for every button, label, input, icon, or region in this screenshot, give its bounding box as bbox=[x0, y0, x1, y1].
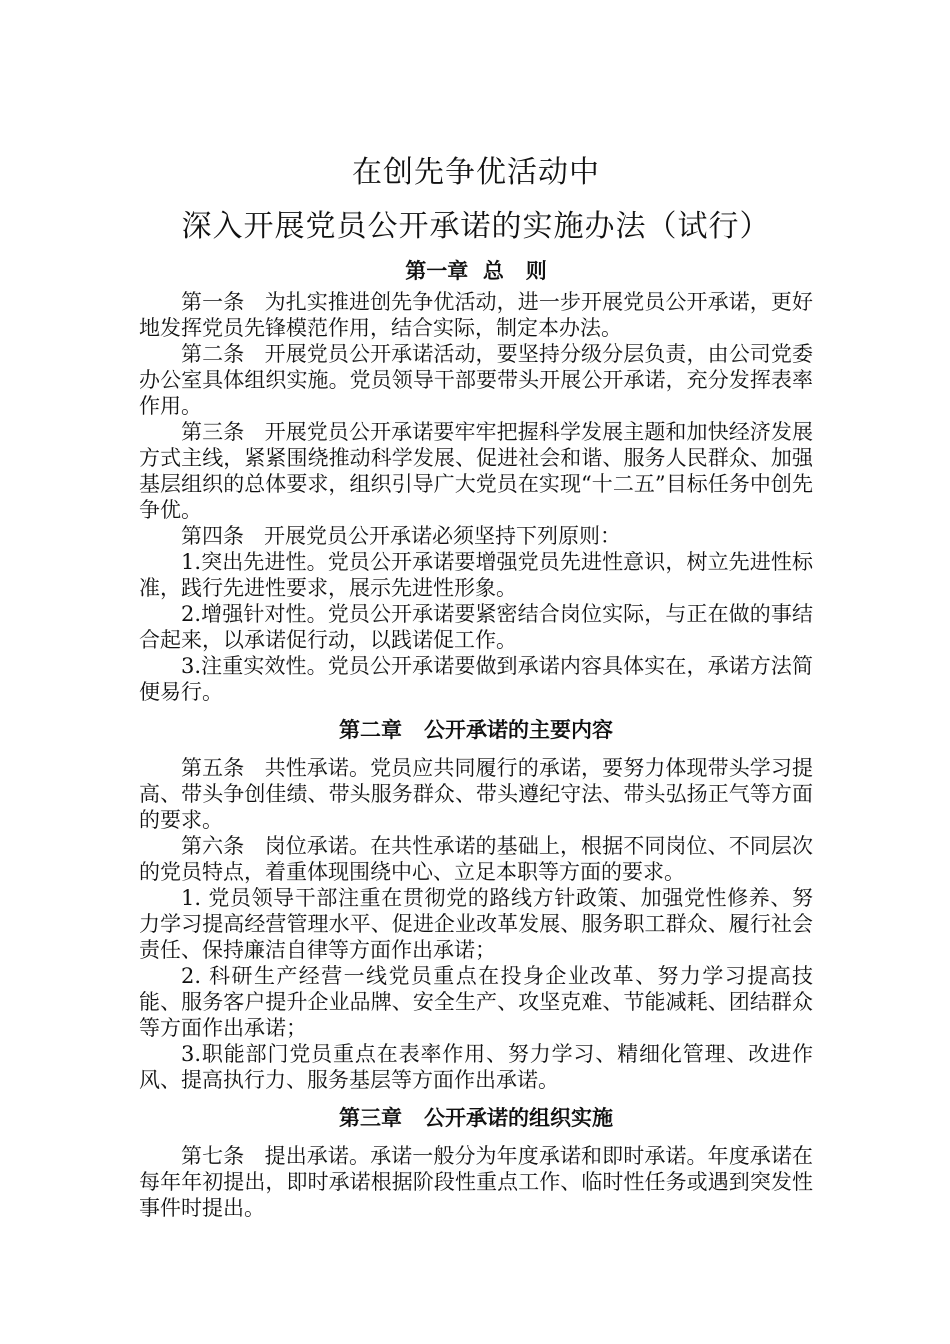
article-5: 第五条 共性承诺。党员应共同履行的承诺，要努力体现带头学习提高、带头争创佳绩、带头服务群众、带头遵纪守法、带头弘扬正气等方面的要求。 bbox=[139, 756, 813, 832]
article-6-item-3: 3.职能部门党员重点在表率作用、努力学习、精细化管理、改进作风、提高执行力、服务基层等方面作出承诺。 bbox=[139, 1042, 813, 1092]
article-7: 第七条 提出承诺。承诺一般分为年度承诺和即时承诺。年度承诺在每年年初提出，即时承诺根据阶段性重点工作、临时性任务或遇到突发性事件时提出。 bbox=[139, 1144, 813, 1220]
article-2: 第二条 开展党员公开承诺活动，要坚持分级分层负责，由公司党委办公室具体组织实施。党员领导干部要带头开展公开承诺，充分发挥表率作用。 bbox=[139, 342, 813, 418]
chapter-3-heading: 第三章 公开承诺的组织实施 bbox=[339, 1105, 613, 1130]
document-title-line-1: 在创先争优活动中 bbox=[352, 155, 600, 190]
article-4-item-3: 3.注重实效性。党员公开承诺要做到承诺内容具体实在，承诺方法简便易行。 bbox=[139, 654, 813, 704]
article-6: 第六条 岗位承诺。在共性承诺的基础上，根据不同岗位、不同层次的党员特点，着重体现围绕中心、立足本职等方面的要求。 bbox=[139, 834, 813, 884]
chapter-2 bbox=[139, 717, 813, 1093]
article-3: 第三条 开展党员公开承诺要牢牢把握科学发展主题和加快经济发展方式主线，紧紧围绕推动科学发展、促进社会和谐、服务人民群众、加强基层组织的总体要求，组织引导广大党员在实现“十二五”目标任务中创先争优。 bbox=[139, 420, 813, 522]
article-4-item-2: 2.增强针对性。党员公开承诺要紧密结合岗位实际，与正在做的事结合起来，以承诺促行动，以践诺促工作。 bbox=[139, 602, 813, 652]
chapter-2-heading: 第二章 公开承诺的主要内容 bbox=[339, 717, 613, 742]
article-6-item-2: 2. 科研生产经营一线党员重点在投身企业改革、努力学习提高技能、服务客户提升企业品牌、安全生产、攻坚克难、节能减耗、团结群众等方面作出承诺； bbox=[139, 964, 813, 1040]
article-6-item-1: 1. 党员领导干部注重在贯彻党的路线方针政策、加强党性修养、努力学习提高经营管理水平、促进企业改革发展、服务职工群众、履行社会责任、保持廉洁自律等方面作出承诺； bbox=[139, 886, 813, 962]
article-4: 第四条 开展党员公开承诺必须坚持下列原则： bbox=[181, 524, 622, 548]
chapter-3 bbox=[139, 1105, 813, 1221]
document-title-line-2: 深入开展党员公开承诺的实施办法（试行） bbox=[181, 209, 771, 244]
article-4-item-1: 1.突出先进性。党员公开承诺要增强党员先进性意识，树立先进性标准，践行先进性要求，展示先进性形象。 bbox=[139, 550, 813, 600]
document-page bbox=[139, 150, 813, 1221]
article-1: 第一条 为扎实推进创先争优活动，进一步开展党员公开承诺，更好地发挥党员先锋模范作用，结合实际，制定本办法。 bbox=[139, 290, 813, 340]
chapter-1-heading: 第一章 总 则 bbox=[405, 258, 547, 283]
chapter-1 bbox=[139, 258, 813, 705]
